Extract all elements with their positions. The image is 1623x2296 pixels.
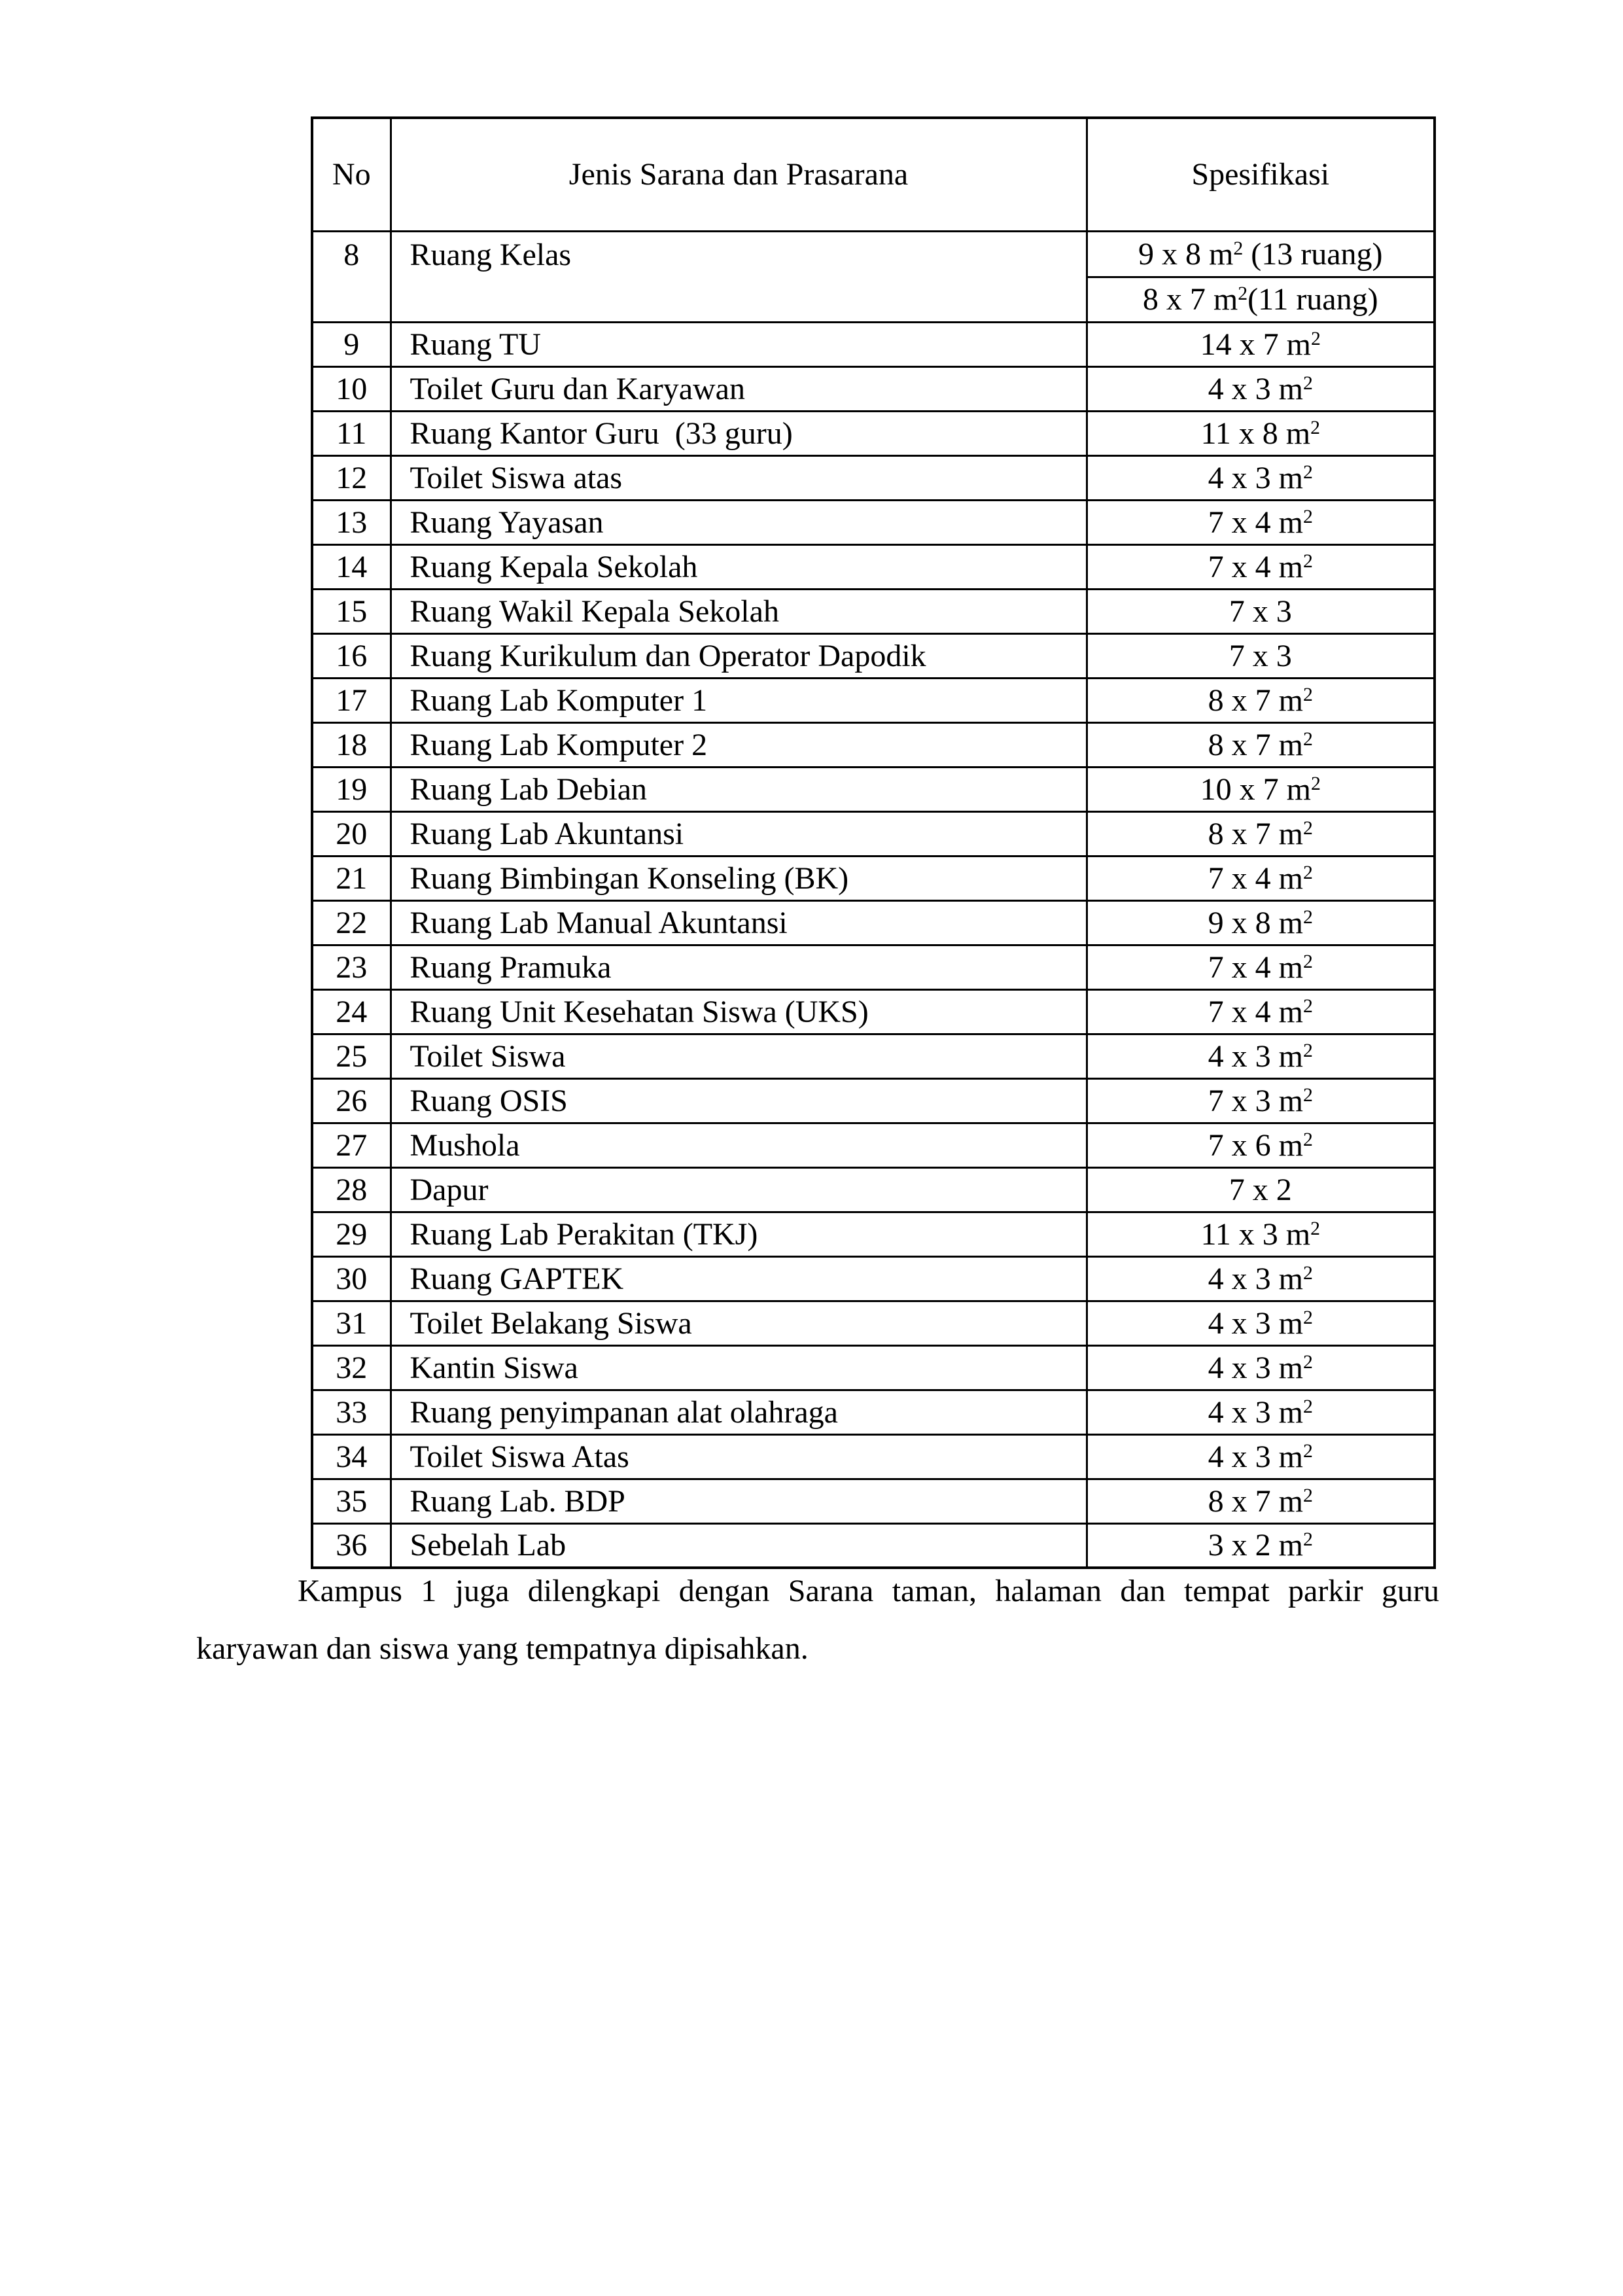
row-number-cell: 33 [312, 1390, 391, 1434]
row-number-cell: 17 [312, 678, 391, 722]
row-number-cell: 36 [312, 1523, 391, 1568]
table-body [312, 231, 1435, 1568]
spec-cell: 8 x 7 $m^2$ [1087, 722, 1435, 767]
facility-name-cell: Ruang Kepala Sekolah [391, 544, 1087, 589]
facility-name-cell: Ruang Kantor Guru (33 guru) [391, 411, 1087, 455]
row-number-cell: 31 [312, 1301, 391, 1345]
table-row [312, 811, 1435, 856]
spec-cell: 11 x 8 $m^2$ [1087, 411, 1435, 455]
facility-name-cell: Ruang Lab Komputer 2 [391, 722, 1087, 767]
spec-cell: 3 x 2 $m^2$ [1087, 1523, 1435, 1568]
table-row [312, 1301, 1435, 1345]
closing-paragraph: Kampus 1 juga dilengkapi dengan Sarana taman, halaman dan tempat parkir guru karyawan dan siswa yang tempatnya dipisahkan. [196, 1574, 1439, 1666]
table-row [312, 455, 1435, 500]
table-row [312, 1390, 1435, 1434]
spec-cell: 7 x 4 $m^2$ [1087, 544, 1435, 589]
table-row [312, 989, 1435, 1034]
spec-cell: 9 x 8 $m^2$ (13 ruang) [1087, 231, 1435, 277]
facility-name-cell: Ruang Lab. BDP [391, 1479, 1087, 1523]
facility-name-cell: Ruang Lab Perakitan (TKJ) [391, 1212, 1087, 1256]
spec-cell: 9 x 8 $m^2$ [1087, 900, 1435, 945]
superscript-2: 2 [1302, 372, 1313, 394]
superscript-2: 2 [1302, 995, 1313, 1017]
superscript-2: 2 [1302, 1306, 1313, 1328]
facility-name-cell: Ruang TU [391, 322, 1087, 366]
table-row [312, 767, 1435, 811]
table-row [312, 589, 1435, 633]
superscript-2: 2 [1310, 772, 1321, 794]
spec-cell: 4 x 3 $m^2$ [1087, 1434, 1435, 1479]
spec-cell: 7 x 3 [1087, 633, 1435, 678]
superscript-2: 2 [1238, 283, 1248, 305]
superscript-2: 2 [1302, 906, 1313, 928]
facility-name-cell: Ruang Unit Kesehatan Siswa (UKS) [391, 989, 1087, 1034]
spec-cell: 4 x 3 $m^2$ [1087, 1345, 1435, 1390]
header-no: No [312, 118, 391, 231]
facility-name-cell: Mushola [391, 1123, 1087, 1167]
row-number-cell: 15 [312, 589, 391, 633]
row-number-cell: 13 [312, 500, 391, 544]
table-row [312, 1212, 1435, 1256]
spec-cell: 8 x 7 $m^2$ [1087, 1479, 1435, 1523]
row-number-cell: 34 [312, 1434, 391, 1479]
table-row [312, 722, 1435, 767]
facility-name-cell: Toilet Siswa Atas [391, 1434, 1087, 1479]
table-row [312, 900, 1435, 945]
row-number-cell: 8 [312, 231, 391, 322]
superscript-2: 2 [1302, 1262, 1313, 1284]
facility-name-cell: Ruang Pramuka [391, 945, 1087, 989]
row-number-cell: 18 [312, 722, 391, 767]
spec-cell: 4 x 3 $m^2$ [1087, 1034, 1435, 1078]
facility-name-cell: Ruang Bimbingan Konseling (BK) [391, 856, 1087, 900]
facility-name-cell: Toilet Guru dan Karyawan [391, 366, 1087, 411]
header-spesifikasi: Spesifikasi [1087, 118, 1435, 231]
spec-cell: 7 x 3 [1087, 589, 1435, 633]
row-number-cell: 24 [312, 989, 391, 1034]
header-jenis-sarana: Jenis Sarana dan Prasarana [391, 118, 1087, 231]
row-number-cell: 9 [312, 322, 391, 366]
facility-name-cell: Ruang Lab Akuntansi [391, 811, 1087, 856]
facility-name-cell: Toilet Belakang Siswa [391, 1301, 1087, 1345]
row-number-cell: 19 [312, 767, 391, 811]
spec-cell: 7 x 2 [1087, 1167, 1435, 1212]
superscript-2: 2 [1302, 1084, 1313, 1106]
superscript-2: 2 [1310, 416, 1320, 438]
spec-cell: 8 x 7 $m^2$ [1087, 678, 1435, 722]
table-row [312, 1123, 1435, 1167]
row-number-cell: 23 [312, 945, 391, 989]
table-header-row [312, 118, 1435, 231]
spec-cell: 7 x 6 $m^2$ [1087, 1123, 1435, 1167]
facility-name-cell: Ruang Wakil Kepala Sekolah [391, 589, 1087, 633]
superscript-2: 2 [1302, 505, 1313, 527]
row-number-cell: 26 [312, 1078, 391, 1123]
spec-cell: 7 x 4 $m^2$ [1087, 989, 1435, 1034]
row-number-cell: 25 [312, 1034, 391, 1078]
table-row [312, 945, 1435, 989]
row-number-cell: 21 [312, 856, 391, 900]
superscript-2: 2 [1310, 327, 1321, 349]
table-row [312, 1078, 1435, 1123]
facility-name-cell: Ruang Lab Debian [391, 767, 1087, 811]
facility-name-cell: Ruang Yayasan [391, 500, 1087, 544]
table-row [312, 366, 1435, 411]
facility-name-cell: Toilet Siswa [391, 1034, 1087, 1078]
table-row [312, 856, 1435, 900]
superscript-2: 2 [1302, 1039, 1313, 1061]
superscript-2: 2 [1302, 1128, 1313, 1150]
superscript-2: 2 [1233, 237, 1244, 259]
spec-cell: 7 x 4 $m^2$ [1087, 500, 1435, 544]
table-row [312, 411, 1435, 455]
table-row [312, 1479, 1435, 1523]
facility-name-cell: Ruang GAPTEK [391, 1256, 1087, 1301]
facility-name-cell: Ruang Lab Komputer 1 [391, 678, 1087, 722]
spec-cell: 8 x 7 $m^2$ [1087, 811, 1435, 856]
spec-cell: 4 x 3 $m^2$ [1087, 1256, 1435, 1301]
row-number-cell: 20 [312, 811, 391, 856]
facility-name-cell: Ruang OSIS [391, 1078, 1087, 1123]
row-number-cell: 30 [312, 1256, 391, 1301]
row-number-cell: 11 [312, 411, 391, 455]
row-number-cell: 29 [312, 1212, 391, 1256]
superscript-2: 2 [1302, 1528, 1313, 1551]
table-row [312, 544, 1435, 589]
table-row [312, 1434, 1435, 1479]
row-number-cell: 16 [312, 633, 391, 678]
table-row [312, 633, 1435, 678]
facility-name-cell: Ruang Kelas [391, 231, 1087, 322]
facility-name-cell: Sebelah Lab [391, 1523, 1087, 1568]
facility-name-cell: Dapur [391, 1167, 1087, 1212]
spec-cell: 4 x 3 $m^2$ [1087, 1390, 1435, 1434]
superscript-2: 2 [1302, 1395, 1313, 1417]
superscript-2: 2 [1302, 461, 1313, 483]
superscript-2: 2 [1302, 728, 1313, 750]
superscript-2: 2 [1310, 1217, 1320, 1239]
facility-name-cell: Ruang Lab Manual Akuntansi [391, 900, 1087, 945]
superscript-2: 2 [1302, 861, 1313, 883]
superscript-2: 2 [1302, 683, 1313, 705]
row-number-cell: 14 [312, 544, 391, 589]
facilities-table [311, 116, 1436, 1569]
table-row [312, 1256, 1435, 1301]
superscript-2: 2 [1302, 950, 1313, 972]
table-row [312, 500, 1435, 544]
superscript-2: 2 [1302, 550, 1313, 572]
spec-cell: 4 x 3 $m^2$ [1087, 366, 1435, 411]
table-row [312, 1523, 1435, 1568]
spec-cell: 7 x 3 $m^2$ [1087, 1078, 1435, 1123]
row-number-cell: 10 [312, 366, 391, 411]
facility-name-cell: Ruang penyimpanan alat olahraga [391, 1390, 1087, 1434]
table-row [312, 322, 1435, 366]
spec-cell: 10 x 7 $m^2$ [1087, 767, 1435, 811]
superscript-2: 2 [1302, 1351, 1313, 1373]
row-number-cell: 22 [312, 900, 391, 945]
table-row [312, 1345, 1435, 1390]
facility-name-cell: Toilet Siswa atas [391, 455, 1087, 500]
facility-name-cell: Kantin Siswa [391, 1345, 1087, 1390]
table-row [312, 678, 1435, 722]
spec-cell: 11 x 3 $m^2$ [1087, 1212, 1435, 1256]
spec-cell: 7 x 4 $m^2$ [1087, 856, 1435, 900]
spec-cell: 4 x 3 $m^2$ [1087, 1301, 1435, 1345]
table-row [312, 1034, 1435, 1078]
spec-cell: 4 x 3 $m^2$ [1087, 455, 1435, 500]
table-row [312, 231, 1435, 277]
table-row [312, 1167, 1435, 1212]
row-number-cell: 32 [312, 1345, 391, 1390]
row-number-cell: 28 [312, 1167, 391, 1212]
row-number-cell: 12 [312, 455, 391, 500]
superscript-2: 2 [1302, 1484, 1313, 1506]
superscript-2: 2 [1302, 1439, 1313, 1462]
spec-cell: 8 x 7 $m^2(11$ ruang) [1087, 277, 1435, 322]
superscript-2: 2 [1302, 817, 1313, 839]
facility-name-cell: Ruang Kurikulum dan Operator Dapodik [391, 633, 1087, 678]
spec-cell: 7 x 4 $m^2$ [1087, 945, 1435, 989]
row-number-cell: 35 [312, 1479, 391, 1523]
spec-cell: 14 x 7 $m^2$ [1087, 322, 1435, 366]
row-number-cell: 27 [312, 1123, 391, 1167]
